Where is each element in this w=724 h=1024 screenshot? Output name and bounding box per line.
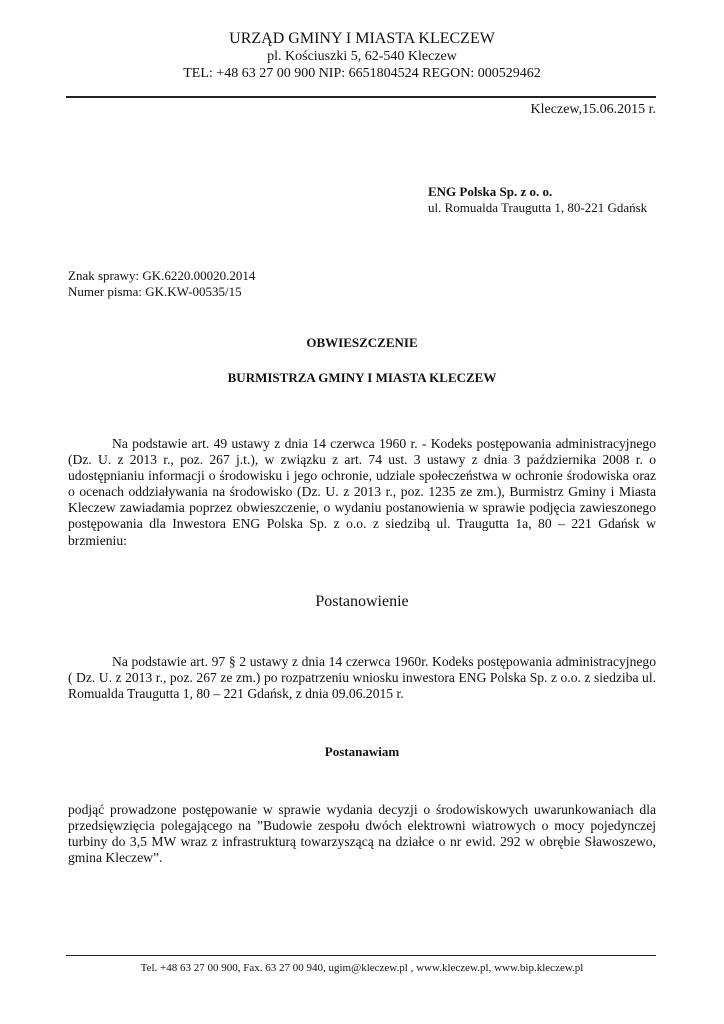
intro-paragraph: Na podstawie art. 49 ustawy z dnia 14 czerwca 1960 r. - Kodeks postępowania administracyjnego (Dz. U. z 2013 r., poz. 267 j.t.), w związku z art. 74 ust. 3 ustawy z dnia 3 października 2008 r. o udostępnianiu informacji o środowisku i jego ochronie, udziale społeczeństwa w ochronie środowiska oraz o ocenach oddziaływania na środowisko (Dz. U. z 2013 r., poz. 1235 ze zm.), Burmistrz Gminy i Miasta Kleczew zawiadamia poprzez obwieszczenie, o wydaniu postanowienia w sprawie podjęcia zawieszonego postępowania dla Inwestora ENG Polska Sp. z o.o. z siedzibą ul. Traugutta 1a, 80 – 221 Gdańsk w brzmieniu: [68, 436, 656, 548]
footer-contact: Tel. +48 63 27 00 900, Fax. 63 27 00 940, ugim@kleczew.pl , www.kleczew.pl, www.bip.kleczew.pl [140, 962, 584, 974]
title-postanawiam: Postanawiam [324, 744, 400, 759]
title-obwieszczenie: OBWIESZCZENIE [306, 335, 418, 350]
decision-paragraph: podjąć prowadzone postępowanie w sprawie wydania decyzji o środowiskowych uwarunkowaniach dla przedsięwzięcia polegającego na ”Budowie zespołu dwóch elektrowni wiatrowych o mocy pojedynczej turbiny do 3,5 MW wraz z infrastrukturą towarzyszącą na działce o nr ewid. 292 w obrębie Sławoszewo, gmina Kleczew”. [68, 802, 656, 866]
recipient-name: ENG Polska Sp. z o. o. [428, 184, 553, 199]
office-contact: TEL: +48 63 27 00 900 NIP: 6651804524 REGON: 000529462 [183, 66, 541, 81]
office-address: pl. Kościuszki 5, 62-540 Kleczew [267, 49, 457, 64]
title-burmistrza: BURMISTRZA GMINY I MIASTA KLECZEW [227, 370, 497, 385]
title-postanowienie: Postanowienie [315, 593, 409, 610]
document-date: Kleczew,15.06.2015 r. [530, 102, 656, 117]
footer-divider [66, 955, 656, 956]
office-name: URZĄD GMINY I MIASTA KLECZEW [229, 30, 495, 47]
recipient-address: ul. Romualda Traugutta 1, 80-221 Gdańsk [428, 200, 648, 215]
case-number: Znak sprawy: GK.6220.00020.2014 [68, 268, 256, 283]
header-divider [66, 96, 656, 98]
postanowienie-paragraph: Na podstawie art. 97 § 2 ustawy z dnia 14 czerwca 1960r. Kodeks postępowania administracyjnego ( Dz. U. z 2013 r., poz. 267 ze zm.) po rozpatrzeniu wniosku inwestora ENG Polska Sp. z o.o. z siedziba ul. Romualda Traugutta 1, 80 – 221 Gdańsk, z dnia 09.06.2015 r. [68, 654, 656, 702]
letter-number: Numer pisma: GK.KW-00535/15 [68, 284, 242, 299]
